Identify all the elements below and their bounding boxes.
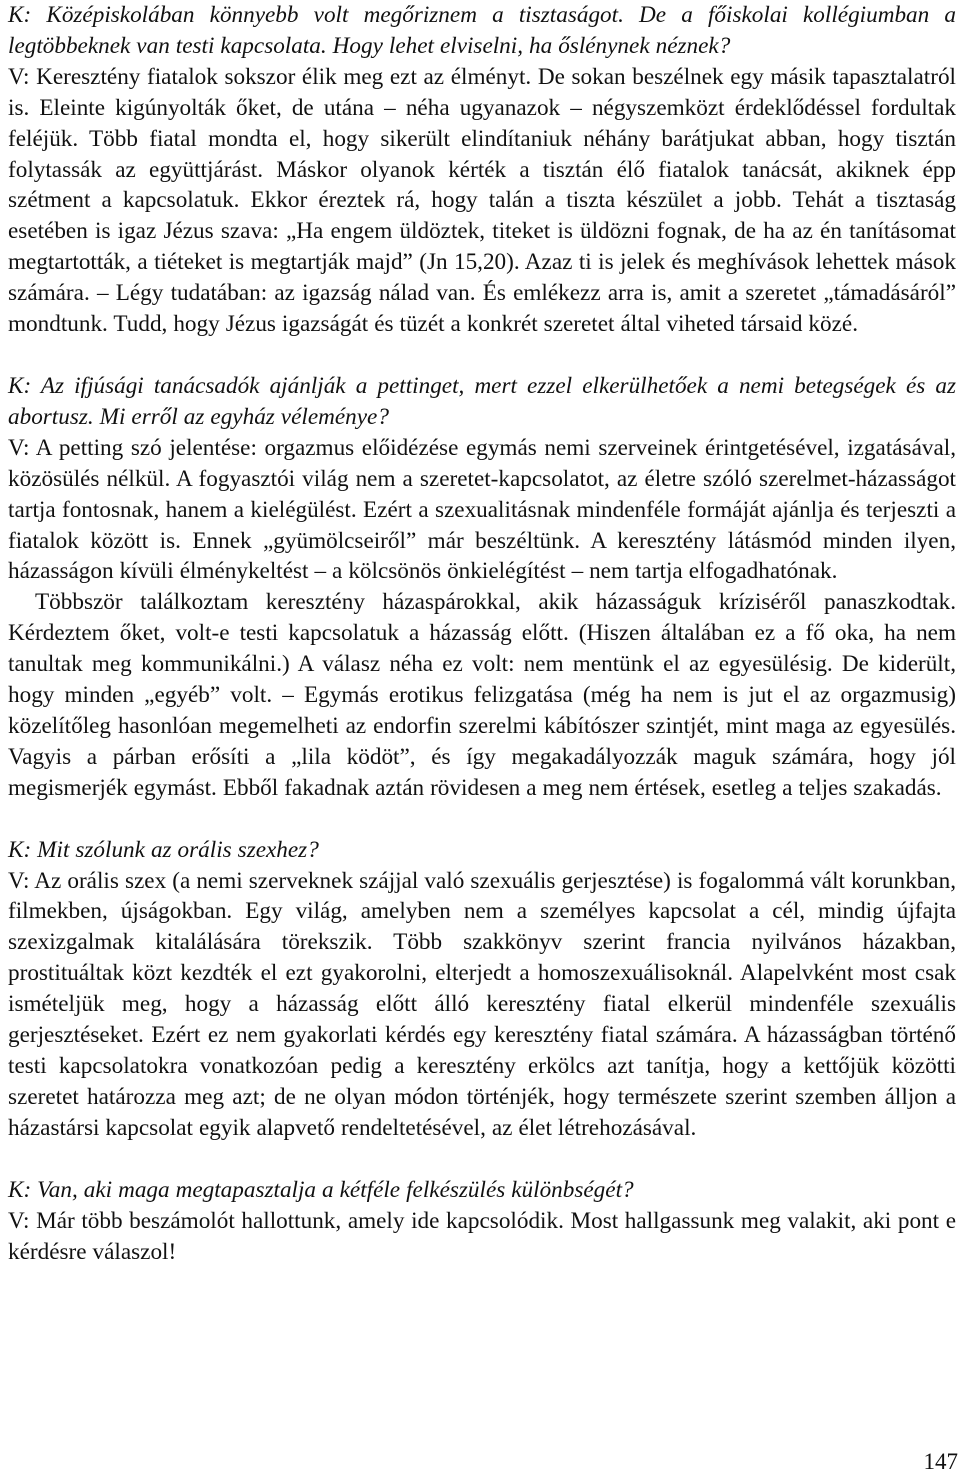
question-two-preparations: K: Van, aki maga megtapasztalja a kétféle felkészülés különbségét?: [8, 1176, 634, 1203]
document-page: [8, 0, 956, 1267]
answer-christian-youth: V: Keresztény fiatalok sokszor élik meg ezt az élményt. De sokan beszélnek egy másik tapasztalatról is. Eleinte kigúnyolták őket, de utána – néha ugyanazok – négyszemközt érdeklődéssel fordultak feléjük. Több fiatal mondta el, hogy sikerült elindítaniuk néhány barátjukat abban, hogy tisztán folytassák az együttjárást. Máskor olyanok kérték a tisztán élő fiatalok tanácsát, akiknek épp szétment a kapcsolatuk. Ekkor éreztek rá, hogy talán a tiszta készület a jobb. Tehát a tisztaság esetében is igaz Jézus szava: „Ha engem üldöztek, titeket is üldözni fognak, de ha az én tanításomat megtartották, a tiéteket is megtartják majd” (Jn 15,20). Azaz ti is jelek és meghívások lehettek mások számára. – Légy tudatában: az igazság nálad van. És emlékezz arra is, amit a szeretet „támadásáról” mondtunk. Tudd, hogy Jézus igazságát és tüzét a konkrét szeretet által viheted társaid közé.: [8, 63, 956, 338]
question-oral-sex: K: Mit szólunk az orális szexhez?: [8, 836, 319, 863]
answer-oral-sex: V: Az orális szex (a nemi szerveknek szájjal való szexuális gerjesztése) is fogalommá vált korunkban, filmekben, újságokban. Egy világ, amelyben nem a személyes kapcsolat a cél, mindig újfajta szexizgalmak kitalálására törekszik. Több szakkönyv szerint francia nyilvános házakban, prostituáltak közt kezdték el ezt gyakorolni, elterjedt a homoszexuálisoknál. Alapelvként most csak ismételjük meg, hogy a házasság előtt álló keresztény fiatal elkerül mindenféle szexuális gerjesztéseket. Ezért ez nem gyakorlati kérdés egy keresztény fiatal számára. A házasságban történő testi kapcsolatokra vonatkozóan pedig a keresztény erkölcs azt tanítja, hogy a kettőjük közötti szeretet határozza meg azt; de ne olyan módon történjék, hogy természete szerint szemben álljon a házastársi kapcsolat egyik alapvető rendeltetésével, az élet létrehozásával.: [8, 867, 956, 1141]
question-student-dormitory: K: Középiskolában könnyebb volt megőriznem a tisztaságot. De a főiskolai kollégiumban a legtöbbeknek van testi kapcsolata. Hogy lehet elviselni, ha őslénynek néznek?: [8, 2, 956, 59]
paragraph-married-couples: Többször találkoztam keresztény házaspárokkal, akik házasságuk kríziséről panaszkodtak. Kérdeztem őket, volt-e testi kapcsolatuk a házasság előtt. (Hiszen általában ez a fő oka, ha nem tanultak meg kommunikálni.) A válasz néha ez volt: nem mentünk el az egyesülésig. De kiderült, hogy minden „egyéb” volt. – Egymás erotikus felizgatása (még ha nem is jut el az orgazmusig) közelítőleg hasonlóan megemelheti az endorfin szerelmi kábítószer szintjét, mint maga az egyesülés. Vagyis a párban erősíti a „lila ködöt”, és így megakadályozzák maguk számára, hogy jól megismerjék egymást. Ebből fakadnak aztán rövidesen a meg nem értések, esetleg a teljes szakadás.: [8, 589, 956, 801]
page-number: 147: [923, 1449, 958, 1474]
question-petting: K: Az ifjúsági tanácsadók ajánlják a pettinget, mert ezzel elkerülhetőek a nemi betegségek és az abortusz. Mi erről az egyház véleménye?: [8, 372, 956, 430]
answer-petting-definition: V: A petting szó jelentése: orgazmus előidézése egymás nemi szerveinek érintgetésével, izgatásával, közösülés nélkül. A fogyasztói világ nem a szeretet-kapcsolatot, az életre szóló szerelmet-házasságot tartja fontosnak, hanem a kielégülést. Ezért a szexualitásnak mindenféle formáját ajánlja és terjeszti a fiatalok között is. Ennek „gyümölcseiről” már beszéltünk. A keresztény látásmód minden ilyen, házasságon kívüli élménykeltést – a kölcsönös önkielégítést – nem tartja elfogadhatónak.: [8, 434, 956, 585]
answer-reports: V: Már több beszámolót hallottunk, amely ide kapcsolódik. Most hallgassunk meg valakit, aki pont e kérdésre válaszol!: [8, 1207, 956, 1265]
